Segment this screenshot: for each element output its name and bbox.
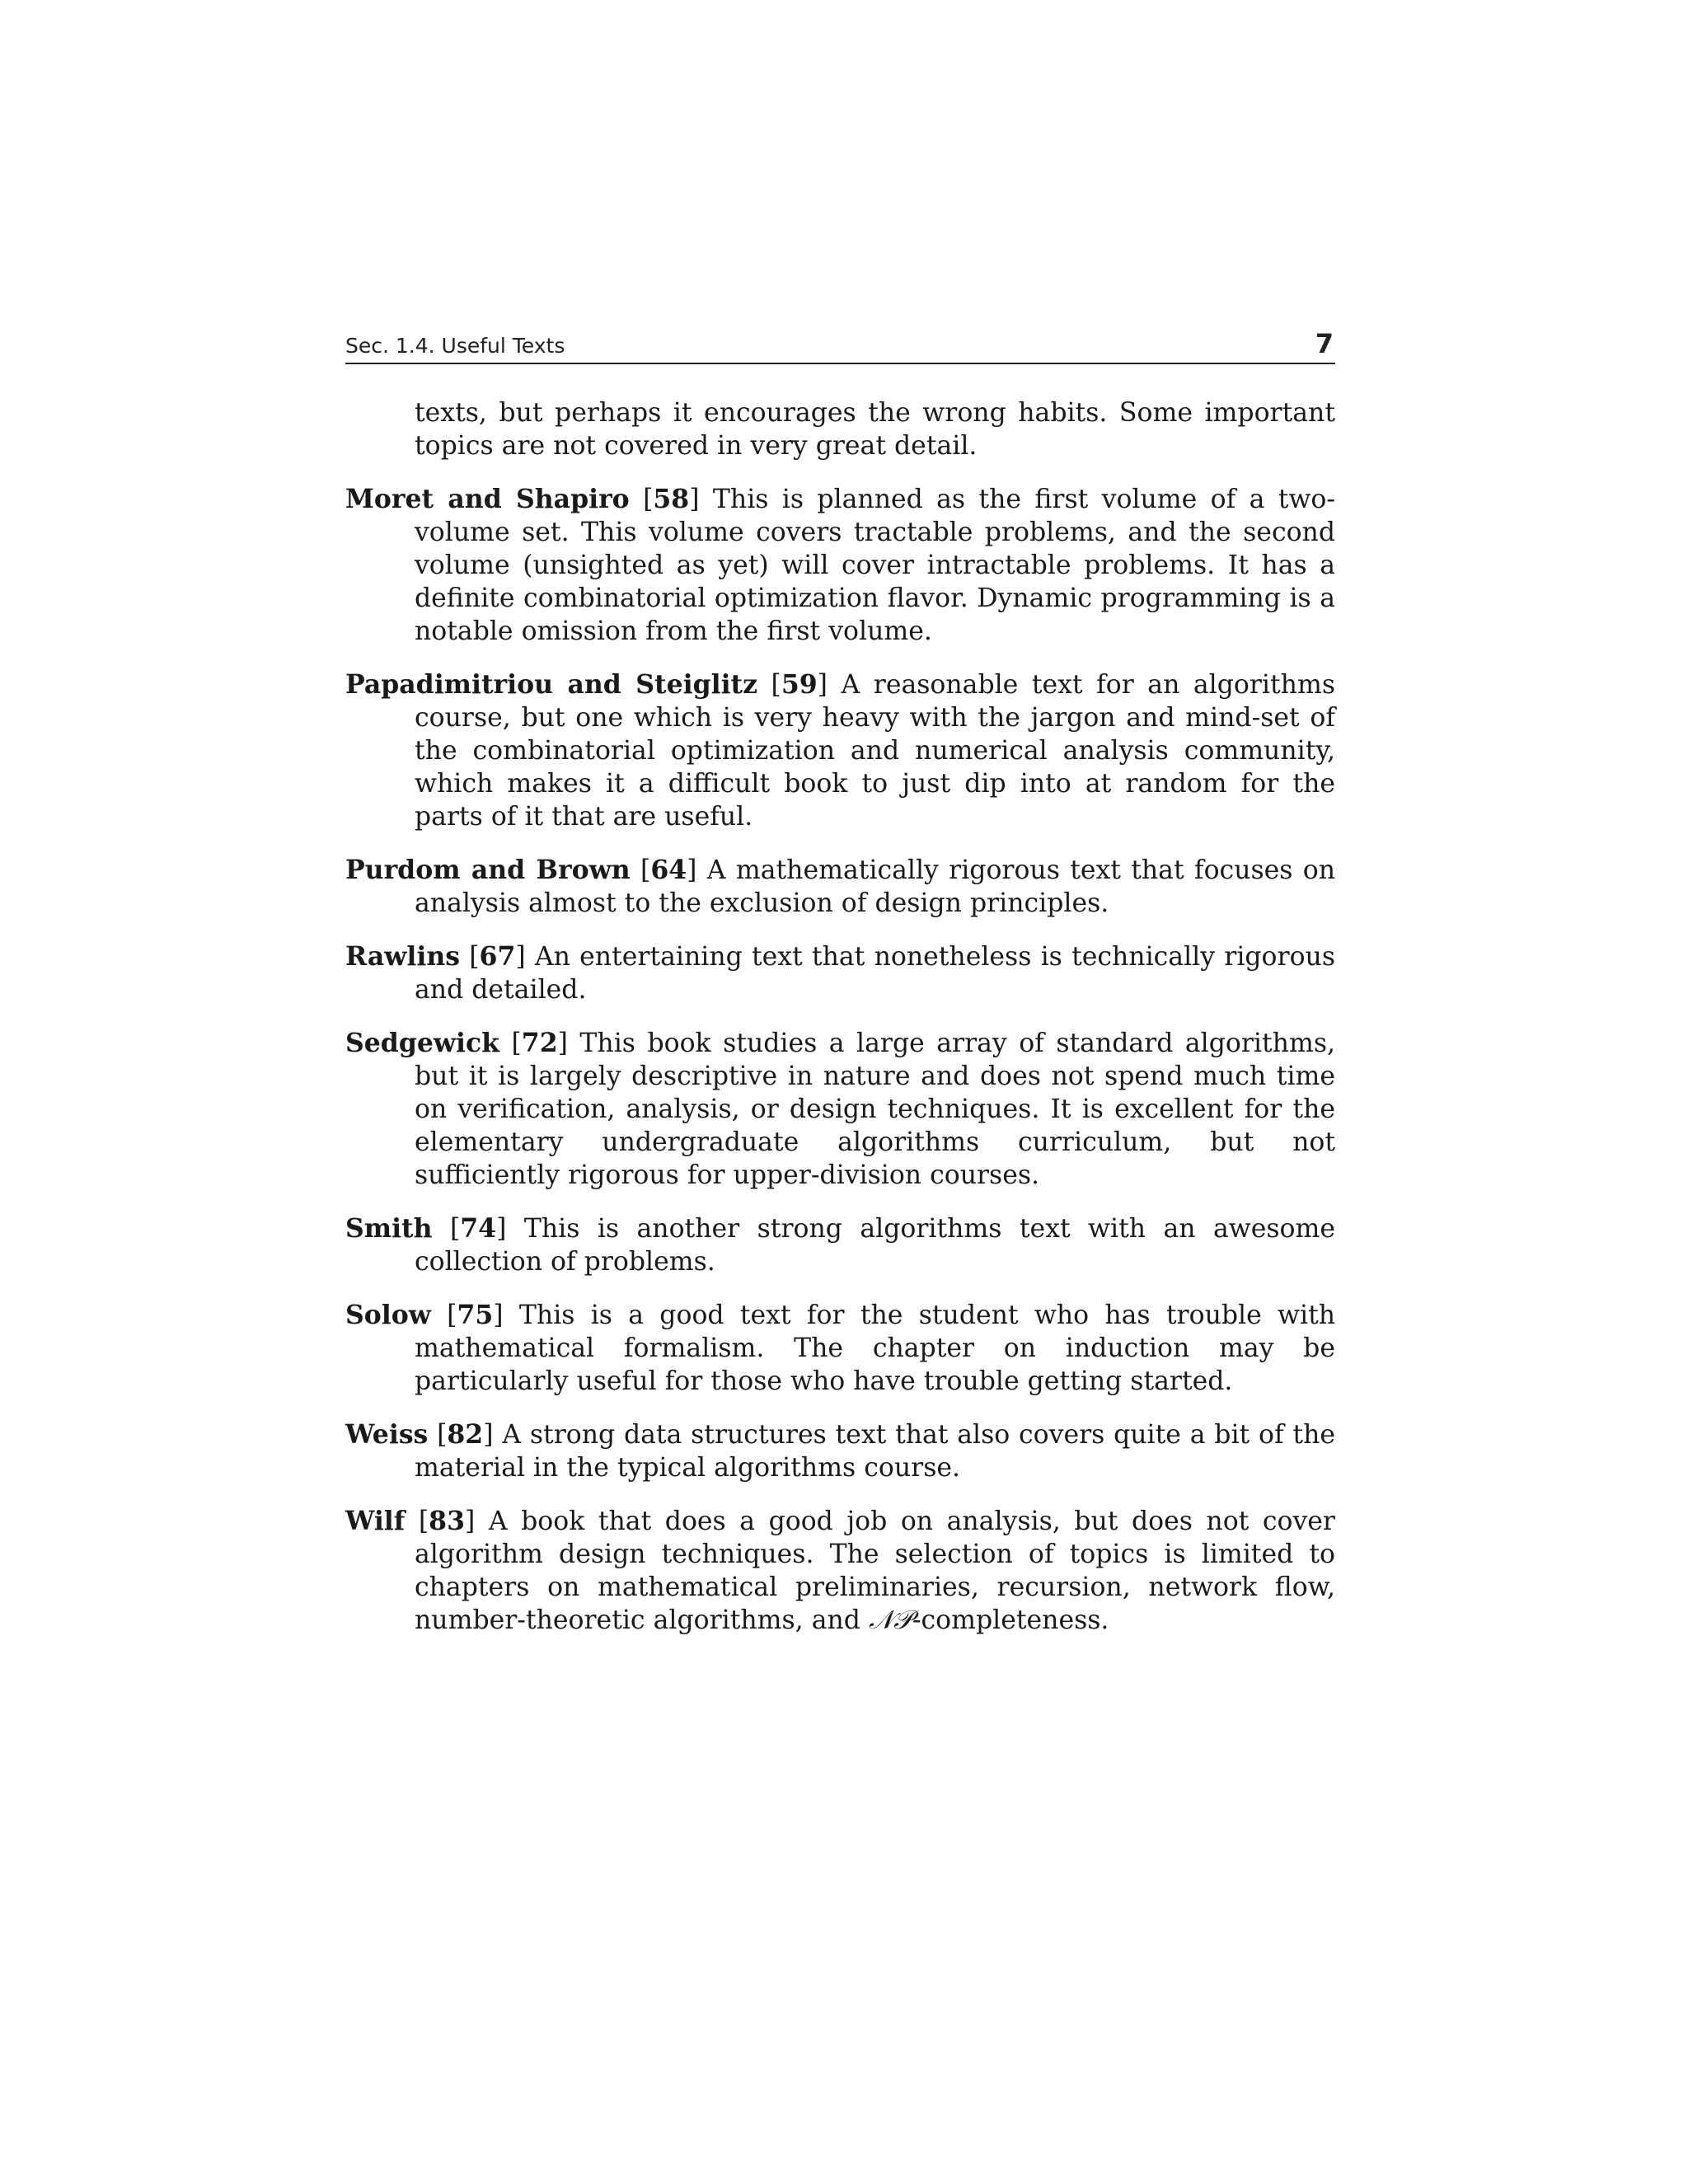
ref-number: 58 — [653, 484, 690, 514]
entry-purdom-brown — [345, 854, 1335, 920]
entry-ref: [67] — [469, 941, 526, 972]
ref-number: 59 — [781, 669, 818, 700]
entry-author: Wilf — [345, 1506, 406, 1536]
entry-text: This is a good text for the student who has trouble with mathematical formalism. The chapter on induction may be particularly useful for those who have trouble getting started. — [415, 1301, 1336, 1396]
ref-number: 72 — [521, 1028, 558, 1058]
entry-smith — [345, 1212, 1335, 1278]
ref-number: 75 — [457, 1300, 494, 1330]
running-head: Sec. 1.4. Useful Texts — [345, 334, 565, 358]
entry-text: An entertaining text that nonetheless is technically rigorous and detailed. — [415, 942, 1335, 1005]
entry-papadimitriou-steiglitz — [345, 668, 1335, 833]
bibliography-list — [345, 396, 1335, 1657]
entry-author: Purdom and Brown — [345, 855, 631, 885]
entry-text: A reasonable text for an algorithms course, but one which is very heavy with the jargon and mind-set of the combinatorial optimization and numerical analysis community, which makes it a difficult book to just dip into at random for the parts of it that are useful. — [415, 670, 1335, 832]
entry-text: This is another strong algorithms text with an awesome collection of problems. — [415, 1214, 1336, 1277]
entry-text-tail: -completeness. — [912, 1605, 1109, 1635]
entry-rawlins — [345, 940, 1335, 1006]
np-symbol: 𝒩𝒫 — [868, 1605, 912, 1635]
entry-text: A mathematically rigorous text that focuses on analysis almost to the exclusion of design principles. — [415, 855, 1336, 918]
ref-number: 64 — [650, 855, 687, 885]
entry-ref: [72] — [511, 1028, 568, 1058]
entry-author: Papadimitriou and Steiglitz — [345, 669, 757, 700]
entry-author: Rawlins — [345, 941, 460, 972]
entry-ref: [83] — [418, 1506, 476, 1536]
entry-text: This is planned as the first volume of a two-volume set. This volume covers tractable problems, and the second volume (unsighted as yet) will cover intractable problems. It has a definite combinatorial optimization flavor. Dynamic programming is a notable omission from the first volume. — [415, 485, 1336, 646]
entry-ref: [75] — [447, 1300, 504, 1330]
entry-author: Weiss — [345, 1419, 429, 1450]
ref-number: 83 — [429, 1506, 465, 1536]
page-number: 7 — [1315, 328, 1334, 359]
entry-author: Smith — [345, 1213, 433, 1244]
ref-number: 67 — [479, 941, 516, 972]
entry-weiss — [345, 1418, 1335, 1484]
continuation-paragraph: texts, but perhaps it encourages the wrong habits. Some important topics are not covered in very great detail. — [415, 398, 1335, 461]
entry-wilf — [345, 1505, 1335, 1637]
entry-text: A book that does a good job on analysis, but does not cover algorithm design techniques. The selection of topics is limited to chapters on mathematical preliminaries, recursion, network flow, number-theoretic algorithms, and — [415, 1507, 1335, 1635]
entry-ref: [59] — [771, 669, 828, 700]
ref-number: 82 — [447, 1419, 484, 1450]
page-header — [345, 323, 1335, 364]
entry-author: Sedgewick — [345, 1028, 499, 1058]
entry-ref: [64] — [640, 855, 697, 885]
entry-moret-shapiro — [345, 483, 1335, 648]
entry-sedgewick — [345, 1027, 1335, 1192]
entry-text: A strong data structures text that also covers quite a bit of the material in the typical algorithms course. — [415, 1420, 1335, 1483]
entry-author: Solow — [345, 1300, 431, 1330]
entry-author: Moret and Shapiro — [345, 484, 630, 514]
entry-ref: [82] — [437, 1419, 494, 1450]
entry-solow — [345, 1299, 1335, 1398]
entry-ref: [74] — [449, 1213, 507, 1244]
ref-number: 74 — [460, 1213, 497, 1244]
entry-ref: [58] — [643, 484, 700, 514]
entry-text: This book studies a large array of standard algorithms, but it is largely descriptive in nature and does not spend much time on verification, analysis, or design techniques. It is excellent for the elementary undergraduate algorithms curriculum, but not sufficiently rigorous for upper-division courses. — [415, 1029, 1335, 1190]
